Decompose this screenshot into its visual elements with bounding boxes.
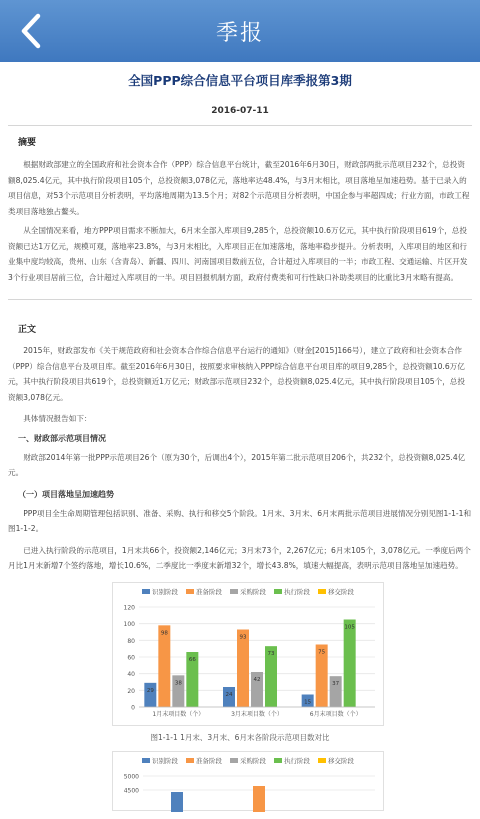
app-header	[0, 0, 480, 62]
chart-caption: 图1-1-1 1月末、3月末、6月末各阶段示范项目数对比	[150, 732, 330, 742]
abstract-paragraph-2: 从全国情况来看，地方PPP项目需求不断加大，6月末全部入库项目9,285个，总投资额10.6万亿元，其中执行阶段项目619个，总投资额已达1万亿元，规模可观，落地率23.8%，与3月末相比，入库项目正在加速落地，落地率稳步提升。分析表明，入库项目的地区和行业集中度均较高，贵州、山东（含青岛）、新疆、四川、河南国项目数前五位，合计超过入库项目的一半；市政工程、交通运输、片区开发3个行业项目居前三位，合计超过入库项目的一半。项目回报机制方面，政府付费类和可行性缺口补助类项目的比重比3月末略有提高。	[8, 226, 468, 282]
bar	[253, 786, 265, 812]
y-tick-label: 80	[127, 637, 135, 645]
data-label: 75	[318, 649, 326, 655]
back-arrow-icon[interactable]	[12, 11, 52, 51]
data-label: 105	[344, 624, 355, 630]
investment-chart	[112, 751, 384, 811]
x-tick-label: 3月末项目数（个）	[231, 710, 283, 718]
y-tick-label: 40	[127, 670, 135, 678]
data-label: 37	[332, 680, 340, 687]
data-label: 93	[239, 634, 247, 640]
legend-label: 采购阶段	[240, 587, 266, 596]
y-tick-label: 20	[127, 687, 135, 695]
abstract-paragraph-1: 根据财政部建立的全国政府和社会资本合作（PPP）综合信息平台统计，截至2016年6月30日，财政部两批示范项目232个，总投资额8,025.4亿元，其中执行阶段项目105个，总投资额3,078亿元，落地率达48.4%，与3月末相比，项目落地呈加速趋势。基于已录入的项目信息，对53个示范项目分析表明，平均落地周期为13.5个月；对82个示范项目分析表明，中国企参与率超四成；行业方面，市政工程类项目落地独占鳌头。	[8, 160, 470, 216]
subsection-1-heading: （一）项目落地呈加速趋势	[18, 489, 114, 499]
report-date: 2016-07-11	[211, 106, 269, 116]
main-paragraph-2: 具体情况报告如下：	[23, 414, 92, 423]
bar	[144, 682, 156, 706]
section-1-heading: 一、财政部示范项目情况	[18, 433, 106, 443]
legend-label: 移交阶段	[328, 756, 354, 765]
legend-label: 准备阶段	[196, 587, 222, 596]
data-label: 42	[253, 676, 261, 683]
data-label: 38	[174, 679, 182, 686]
legend-label: 准备阶段	[196, 756, 222, 765]
bar	[237, 629, 249, 707]
x-tick-label: 6月末项目数（个）	[309, 710, 362, 718]
investment-chart-svg	[113, 752, 385, 812]
y-tick-label: 4500	[123, 787, 139, 794]
data-label: 98	[160, 629, 168, 636]
y-tick-label: 100	[123, 620, 135, 628]
divider	[8, 125, 472, 126]
main-heading: 正文	[18, 325, 37, 335]
report-content[interactable]	[0, 62, 480, 819]
legend-label: 执行阶段	[284, 756, 310, 765]
y-tick-label: 5000	[123, 773, 139, 780]
bar	[344, 619, 356, 707]
stage-count-chart-svg	[113, 583, 385, 727]
legend-label: 识别阶段	[152, 756, 178, 765]
bar	[158, 625, 170, 707]
legend-label: 采购阶段	[240, 756, 266, 765]
section-1-paragraph: 财政部2014年第一批PPP示范项目26个（原为30个，后调出4个），2015年第二批示范项目206个，共232个，总投资额8,025.4亿元。	[8, 452, 466, 477]
page-title: 季报	[215, 20, 264, 46]
legend-label: 执行阶段	[284, 587, 310, 596]
subsection-1-paragraph-1: PPP项目全生命周期管理包括识别、准备、采购、执行和移交5个阶段。1月末、3月末、6月末两批示范项目进展情况分别见图1-1-1和图1-1-2。	[8, 508, 472, 533]
legend-label: 识别阶段	[152, 587, 178, 596]
report-title: 全国PPP综合信息平台项目库季报第3期	[128, 73, 352, 88]
data-label: 66	[188, 656, 196, 663]
data-label: 24	[225, 691, 233, 698]
legend-label: 移交阶段	[328, 587, 354, 596]
abstract-heading: 摘要	[18, 138, 37, 148]
y-tick-label: 60	[127, 654, 135, 661]
x-tick-label: 1月末项目数（个）	[152, 710, 205, 718]
y-tick-label: 0	[131, 704, 135, 711]
divider	[8, 299, 472, 300]
data-label: 15	[304, 699, 312, 705]
data-label: 73	[267, 650, 275, 657]
data-label: 29	[146, 687, 154, 694]
subsection-1-paragraph-2: 已进入执行阶段的示范项目，1月末共66个，投资额2,146亿元；3月末73个，2,267亿元；6月末105个，3,078亿元。一季度后两个月比1月末新增7个签约落地，增长10.6%，二季度比一季度末新增32个，增长43.8%，填速大幅提高，表明示范项目落地呈加速趋势。	[8, 545, 471, 570]
main-paragraph-1: 2015年，财政部发布《关于规范政府和社会资本合作综合信息平台运行的通知》（财金[2015]166号），建立了政府和社会资本合作（PPP）综合信息平台及项目库。截至2016年6月30日，按照要求审核纳入PPP综合信息平台项目库的项目9,285个，总投资额10.6万亿元，其中执行阶段项目共619个，总投资额近1万亿元；财政部示范项目232个，总投资额8,025.4亿元，其中执行阶段项目105个，总投资额3,078亿元。	[8, 346, 465, 402]
stage-count-chart	[112, 582, 384, 726]
bar	[171, 792, 183, 812]
y-tick-label: 120	[123, 604, 135, 611]
